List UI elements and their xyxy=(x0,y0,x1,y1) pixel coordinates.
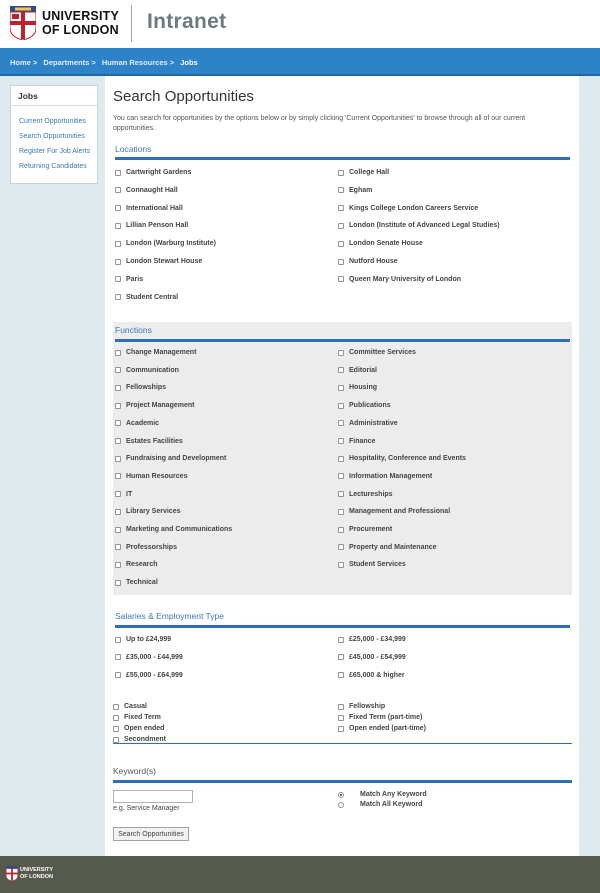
employment-type-option[interactable] xyxy=(338,714,422,721)
function-label: Fellowships xyxy=(126,384,167,392)
salary-checkbox[interactable] xyxy=(115,637,121,643)
function-option[interactable] xyxy=(338,473,432,480)
function-label: Management and Professional xyxy=(349,508,451,516)
location-label: Egham xyxy=(349,186,373,194)
locations-rule xyxy=(115,157,570,160)
function-checkbox[interactable] xyxy=(115,438,121,444)
function-option[interactable] xyxy=(338,455,466,462)
employment-type-label: Fixed Term (part-time) xyxy=(349,714,423,721)
location-label: College Hall xyxy=(349,169,390,176)
sidebar-item-register-job-alerts[interactable]: Register For Job Alerts xyxy=(19,148,91,155)
location-label: Queen Mary University of London xyxy=(349,275,462,283)
employment-type-rule xyxy=(113,743,572,744)
function-label: Administrative xyxy=(349,419,398,427)
location-label: London Stewart House xyxy=(126,258,203,265)
function-option[interactable] xyxy=(115,455,226,462)
employment-type-checkbox[interactable] xyxy=(338,726,344,732)
location-checkbox[interactable] xyxy=(338,276,344,282)
function-checkbox[interactable] xyxy=(115,580,121,586)
salary-label: £65,000 & higher xyxy=(349,671,405,679)
breadcrumb-human-resources[interactable]: Human Resources > xyxy=(101,58,175,67)
function-checkbox[interactable] xyxy=(338,420,344,426)
function-label: Project Management xyxy=(126,402,195,410)
function-checkbox[interactable] xyxy=(115,385,121,391)
function-option[interactable] xyxy=(115,544,177,551)
function-label: Fundraising and Development xyxy=(126,455,227,463)
salary-checkbox[interactable] xyxy=(338,637,344,643)
sidebar xyxy=(10,85,98,184)
sidebar-item-returning-candidates[interactable]: Returning Candidates xyxy=(19,163,87,170)
university-name-line1: UNIVERSITY xyxy=(42,9,120,23)
function-checkbox[interactable] xyxy=(338,562,344,568)
match-all-option[interactable] xyxy=(338,801,422,808)
salaries-rule xyxy=(115,625,570,628)
function-option[interactable] xyxy=(338,402,391,409)
match-any-option[interactable] xyxy=(338,791,427,798)
employment-type-option[interactable] xyxy=(338,725,426,732)
employment-type-checkbox[interactable] xyxy=(113,737,119,743)
function-option[interactable] xyxy=(338,349,416,356)
university-name[interactable] xyxy=(42,9,119,37)
locations-section xyxy=(113,142,572,312)
location-label: London (Institute of Advanced Legal Studies) xyxy=(349,222,500,230)
employment-type-checkbox[interactable] xyxy=(338,704,344,710)
function-option[interactable] xyxy=(115,420,159,427)
salary-label: £55,000 - £64,999 xyxy=(126,671,183,679)
location-checkbox[interactable] xyxy=(338,205,344,211)
function-option[interactable] xyxy=(338,367,377,374)
footer-name-line2: OF LONDON xyxy=(20,873,53,880)
location-option[interactable] xyxy=(338,222,500,229)
functions-title: Functions xyxy=(115,325,152,335)
function-checkbox[interactable] xyxy=(338,491,344,497)
location-checkbox[interactable] xyxy=(115,276,121,282)
function-label: Finance xyxy=(349,437,376,445)
match-any-radio[interactable] xyxy=(338,792,344,798)
employment-type-option[interactable] xyxy=(113,736,166,743)
function-option[interactable] xyxy=(338,508,450,515)
location-option[interactable] xyxy=(115,205,183,212)
location-checkbox[interactable] xyxy=(338,223,344,229)
sidebar-title: Jobs xyxy=(11,86,97,106)
location-option[interactable] xyxy=(115,258,202,265)
salary-checkbox[interactable] xyxy=(115,672,121,678)
salary-label: £35,000 - £44,999 xyxy=(126,653,183,661)
function-checkbox[interactable] xyxy=(115,473,121,479)
site-title[interactable]: Intranet xyxy=(147,10,227,33)
university-name-line2: OF LONDON xyxy=(42,23,119,37)
salary-option[interactable] xyxy=(338,672,405,679)
location-option[interactable] xyxy=(115,276,143,283)
employment-type-checkbox[interactable] xyxy=(338,715,344,721)
breadcrumb-jobs: Jobs xyxy=(180,58,198,67)
breadcrumb-departments[interactable]: Departments > xyxy=(43,58,96,67)
function-label: Information Management xyxy=(349,472,433,480)
keywords-title: Keyword(s) xyxy=(113,766,156,776)
location-label: Cartwright Gardens xyxy=(126,169,192,176)
salary-option[interactable] xyxy=(115,654,183,661)
function-checkbox[interactable] xyxy=(338,403,344,409)
location-checkbox[interactable] xyxy=(115,205,121,211)
footer-name-line1: UNIVERSITY xyxy=(20,867,54,873)
match-all-label: Match All Keyword xyxy=(360,801,423,808)
location-option[interactable] xyxy=(115,169,191,176)
main-content xyxy=(105,76,579,856)
salaries-section xyxy=(113,609,572,749)
functions-rule xyxy=(115,339,570,342)
function-option[interactable] xyxy=(338,526,392,533)
function-checkbox[interactable] xyxy=(338,473,344,479)
function-checkbox[interactable] xyxy=(115,491,121,497)
function-option[interactable] xyxy=(338,561,406,568)
employment-type-label: Fellowship xyxy=(349,703,386,710)
function-label: Committee Services xyxy=(349,349,416,356)
function-label: Library Services xyxy=(126,508,181,516)
function-label: Lectureships xyxy=(349,490,393,498)
location-label: Paris xyxy=(126,275,144,283)
salary-option[interactable] xyxy=(338,636,406,643)
location-checkbox[interactable] xyxy=(115,223,121,229)
location-label: Student Central xyxy=(126,293,179,301)
function-checkbox[interactable] xyxy=(338,509,344,515)
employment-type-label: Open ended (part-time) xyxy=(349,725,427,732)
function-option[interactable] xyxy=(338,420,398,427)
function-checkbox[interactable] xyxy=(115,350,121,356)
salary-option[interactable] xyxy=(115,672,183,679)
salary-label: £25,000 - £34,999 xyxy=(349,636,406,643)
function-checkbox[interactable] xyxy=(115,509,121,515)
function-option[interactable] xyxy=(115,526,232,533)
function-label: Communication xyxy=(126,366,179,374)
location-checkbox[interactable] xyxy=(115,170,121,176)
function-checkbox[interactable] xyxy=(115,562,121,568)
function-option[interactable] xyxy=(338,491,393,498)
location-checkbox[interactable] xyxy=(115,187,121,193)
function-checkbox[interactable] xyxy=(338,527,344,533)
function-label: Change Management xyxy=(126,349,197,356)
site-footer xyxy=(0,856,600,893)
location-label: International Hall xyxy=(126,204,183,212)
location-option[interactable] xyxy=(115,240,216,247)
employment-type-option[interactable] xyxy=(338,703,385,710)
location-option[interactable] xyxy=(115,294,178,301)
function-option[interactable] xyxy=(115,473,187,480)
function-label: Hospitality, Conference and Events xyxy=(349,455,466,463)
salaries-title: Salaries & Employment Type xyxy=(115,611,224,621)
breadcrumb-bar xyxy=(0,48,600,76)
employment-type-label: Fixed Term xyxy=(124,714,161,721)
salary-checkbox[interactable] xyxy=(338,654,344,660)
function-label: Marketing and Communications xyxy=(126,526,233,533)
function-label: IT xyxy=(126,490,133,498)
locations-title: Locations xyxy=(115,144,152,154)
salary-label: £45,000 - £54,999 xyxy=(349,653,406,661)
location-checkbox[interactable] xyxy=(338,170,344,176)
employment-type-label: Open ended xyxy=(124,725,165,732)
keyword-input[interactable] xyxy=(113,790,193,803)
salary-checkbox[interactable] xyxy=(115,654,121,660)
location-label: London (Warburg Institute) xyxy=(126,240,216,248)
location-option[interactable] xyxy=(338,258,398,265)
functions-section xyxy=(113,322,572,595)
function-label: Procurement xyxy=(349,526,393,533)
location-checkbox[interactable] xyxy=(115,259,121,265)
function-label: Publications xyxy=(349,402,391,410)
function-checkbox[interactable] xyxy=(115,527,121,533)
function-option[interactable] xyxy=(338,438,375,445)
salary-checkbox[interactable] xyxy=(338,672,344,678)
employment-type-option[interactable] xyxy=(113,703,147,710)
breadcrumb xyxy=(10,58,202,67)
function-label: Student Services xyxy=(349,561,406,569)
header-divider xyxy=(131,5,132,42)
location-checkbox[interactable] xyxy=(115,241,121,247)
location-option[interactable] xyxy=(338,169,389,176)
location-option[interactable] xyxy=(338,276,461,283)
function-label: Human Resources xyxy=(126,472,188,480)
location-label: Kings College London Careers Service xyxy=(349,204,479,212)
function-label: Academic xyxy=(126,419,160,427)
employment-type-label: Casual xyxy=(124,703,147,710)
keywords-rule xyxy=(113,780,572,783)
function-checkbox[interactable] xyxy=(115,544,121,550)
location-option[interactable] xyxy=(338,205,478,212)
salary-label: Up to £24,999 xyxy=(126,636,172,643)
match-any-label: Match Any Keyword xyxy=(360,791,427,798)
function-checkbox[interactable] xyxy=(338,456,344,462)
salary-option[interactable] xyxy=(338,654,406,661)
keyword-hint: e.g. Service Manager xyxy=(113,805,180,812)
employment-type-checkbox[interactable] xyxy=(113,704,119,710)
function-checkbox[interactable] xyxy=(338,438,344,444)
function-checkbox[interactable] xyxy=(338,544,344,550)
location-label: London Senate House xyxy=(349,240,423,248)
location-checkbox[interactable] xyxy=(338,241,344,247)
function-label: Technical xyxy=(126,579,158,587)
sidebar-item-current-opportunities[interactable]: Current Opportunities xyxy=(19,118,86,125)
function-checkbox[interactable] xyxy=(115,456,121,462)
location-label: Connaught Hall xyxy=(126,186,178,194)
function-label: Research xyxy=(126,561,158,569)
location-label: Lillian Penson Hall xyxy=(126,222,189,230)
function-option[interactable] xyxy=(115,349,196,356)
function-option[interactable] xyxy=(115,367,179,374)
employment-type-option[interactable] xyxy=(113,714,161,721)
university-crest-icon[interactable] xyxy=(10,6,36,40)
function-checkbox[interactable] xyxy=(115,367,121,373)
match-all-radio[interactable] xyxy=(338,802,344,808)
employment-type-option[interactable] xyxy=(113,725,164,732)
location-checkbox[interactable] xyxy=(338,259,344,265)
breadcrumb-home[interactable]: Home > xyxy=(10,58,38,67)
function-checkbox[interactable] xyxy=(115,403,121,409)
function-label: Editorial xyxy=(349,366,378,374)
location-checkbox[interactable] xyxy=(115,294,121,300)
function-checkbox[interactable] xyxy=(115,420,121,426)
function-label: Professorships xyxy=(126,543,177,551)
page-title: Search Opportunities xyxy=(113,88,254,105)
salary-option[interactable] xyxy=(115,636,171,643)
location-checkbox[interactable] xyxy=(338,187,344,193)
location-label: Nutford House xyxy=(349,258,398,265)
footer-crest-icon[interactable] xyxy=(6,866,18,881)
function-option[interactable] xyxy=(115,384,166,391)
footer-university-name[interactable] xyxy=(20,867,53,880)
site-header xyxy=(0,0,600,48)
keywords-section xyxy=(113,764,572,784)
function-option[interactable] xyxy=(115,579,158,586)
employment-type-checkbox[interactable] xyxy=(113,715,119,721)
function-option[interactable] xyxy=(338,384,377,391)
employment-type-label: Secondment xyxy=(124,736,167,743)
function-option[interactable] xyxy=(115,561,158,568)
function-option[interactable] xyxy=(115,508,180,515)
function-label: Estates Facilities xyxy=(126,437,183,445)
function-option[interactable] xyxy=(115,402,194,409)
location-option[interactable] xyxy=(115,187,178,194)
employment-type-checkbox[interactable] xyxy=(113,726,119,732)
function-checkbox[interactable] xyxy=(338,367,344,373)
function-option[interactable] xyxy=(115,491,132,498)
function-option[interactable] xyxy=(338,544,437,551)
sidebar-item-search-opportunities[interactable]: Search Opportunities xyxy=(19,133,85,140)
location-option[interactable] xyxy=(338,240,423,247)
search-opportunities-button[interactable]: Search Opportunities xyxy=(113,827,189,841)
function-label: Housing xyxy=(349,384,377,392)
location-option[interactable] xyxy=(115,222,188,229)
intro-text: You can search for opportunities by the options below or by simply clicking 'Current Opportunities' to browse through all of our current opportunities. xyxy=(113,115,526,132)
function-label: Property and Maintenance xyxy=(349,543,437,551)
function-checkbox[interactable] xyxy=(338,385,344,391)
location-option[interactable] xyxy=(338,187,372,194)
function-option[interactable] xyxy=(115,438,183,445)
function-checkbox[interactable] xyxy=(338,350,344,356)
